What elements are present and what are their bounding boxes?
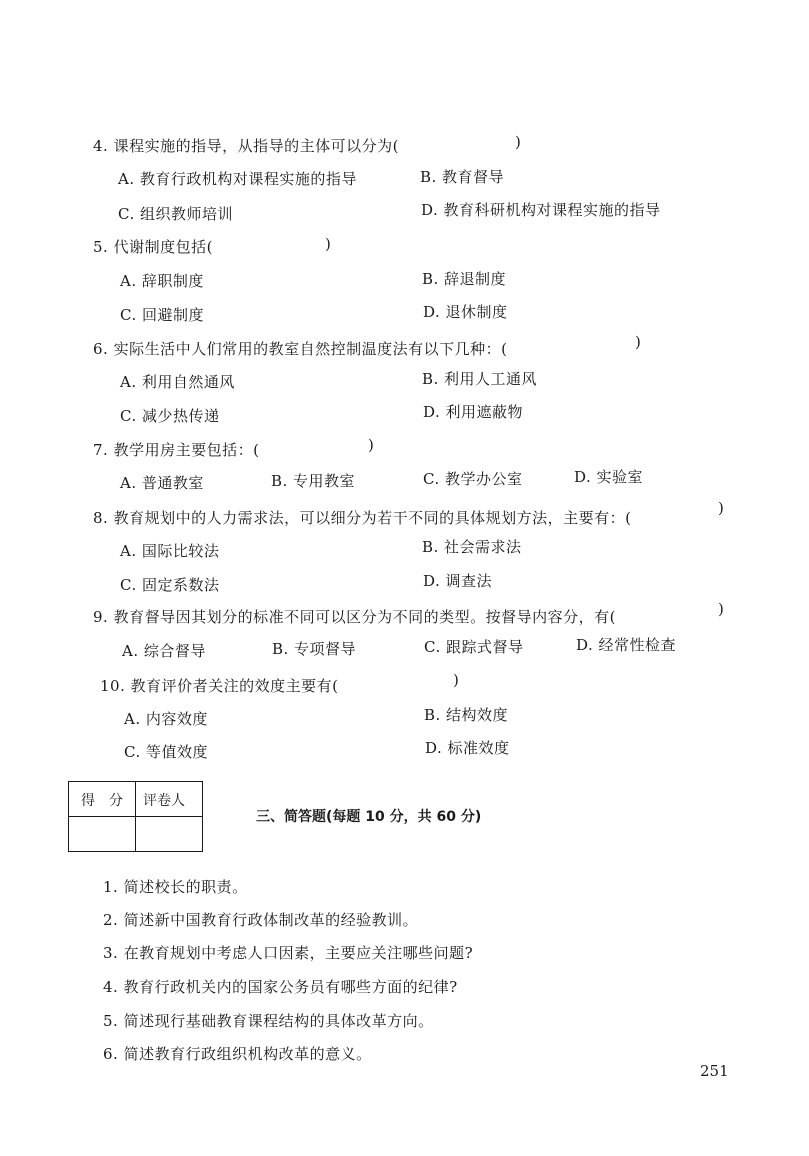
question-6-option-a: A. 利用自然通风 (120, 373, 235, 391)
question-6-option-b: B. 利用人工通风 (422, 370, 538, 388)
section-title: 三、简答题(每题 10 分，共 60 分) (256, 809, 482, 825)
question-4-close-paren: ) (515, 133, 522, 151)
question-4-option-b: B. 教育督导 (420, 168, 505, 186)
question-8-option-b: B. 社会需求法 (422, 538, 522, 556)
question-10-stem: 10. 教育评价者关注的效度主要有( (100, 677, 339, 695)
question-4-option-a: A. 教育行政机构对课程实施的指导 (118, 170, 357, 188)
question-9-option-d: D. 经常性检查 (576, 636, 677, 654)
question-9-option-b: B. 专项督导 (272, 640, 357, 658)
short-answer-1: 1. 简述校长的职责。 (103, 878, 248, 896)
question-4-stem: 4. 课程实施的指导，从指导的主体可以分为( (93, 137, 399, 155)
question-9-option-c: C. 跟踪式督导 (424, 638, 524, 656)
question-9-close-paren: ) (718, 600, 725, 618)
score-label: 得 分 (81, 793, 123, 809)
question-5-option-d: D. 退休制度 (423, 303, 508, 321)
question-5-option-b: B. 辞退制度 (422, 270, 507, 288)
page-number: 251 (700, 1062, 729, 1080)
short-answer-2: 2. 简述新中国教育行政体制改革的经验教训。 (103, 911, 419, 929)
short-answer-3: 3. 在教育规划中考虑人口因素，主要应关注哪些问题? (103, 944, 474, 962)
question-7-option-c: C. 教学办公室 (423, 470, 523, 488)
grader-label: 评卷人 (143, 793, 185, 809)
short-answer-4: 4. 教育行政机关内的国家公务员有哪些方面的纪律? (103, 978, 458, 996)
question-8-option-d: D. 调查法 (423, 572, 493, 590)
question-5-stem: 5. 代谢制度包括( (93, 238, 213, 256)
question-10-option-a: A. 内容效度 (124, 710, 208, 728)
question-8-option-a: A. 国际比较法 (120, 542, 220, 560)
question-5-close-paren: ) (325, 235, 332, 253)
question-10-close-paren: ) (453, 671, 460, 689)
question-7-close-paren: ) (368, 436, 375, 454)
question-6-option-d: D. 利用遮蔽物 (423, 403, 524, 421)
short-answer-5: 5. 简述现行基础教育课程结构的具体改革方向。 (103, 1012, 434, 1030)
question-9-stem: 9. 教育督导因其划分的标准不同可以区分为不同的类型。按督导内容分，有( (93, 608, 616, 626)
question-6-stem: 6. 实际生活中人们常用的教室自然控制温度法有以下几种：( (93, 340, 508, 358)
question-8-close-paren: ) (718, 499, 725, 517)
question-4-option-c: C. 组织教师培训 (118, 205, 233, 223)
question-9-option-a: A. 综合督导 (122, 642, 206, 660)
question-7-stem: 7. 教学用房主要包括：( (93, 441, 260, 459)
question-5-option-a: A. 辞职制度 (120, 272, 204, 290)
question-7-option-b: B. 专用教室 (271, 472, 356, 490)
question-7-option-d: D. 实验室 (574, 468, 644, 486)
question-7-option-a: A. 普通教室 (120, 474, 204, 492)
question-4-option-d: D. 教育科研机构对课程实施的指导 (421, 201, 661, 219)
score-table (68, 781, 203, 852)
question-10-option-c: C. 等值效度 (124, 743, 208, 761)
question-6-close-paren: ) (635, 333, 642, 351)
question-8-stem: 8. 教育规划中的人力需求法，可以细分为若干不同的具体规划方法，主要有：( (93, 509, 632, 527)
question-10-option-d: D. 标准效度 (425, 739, 510, 757)
question-6-option-c: C. 减少热传递 (120, 407, 220, 425)
short-answer-6: 6. 简述教育行政组织机构改革的意义。 (103, 1045, 372, 1063)
question-10-option-b: B. 结构效度 (424, 706, 509, 724)
score-table-row-divider (69, 816, 202, 817)
question-8-option-c: C. 固定系数法 (120, 576, 220, 594)
question-5-option-c: C. 回避制度 (120, 306, 204, 324)
